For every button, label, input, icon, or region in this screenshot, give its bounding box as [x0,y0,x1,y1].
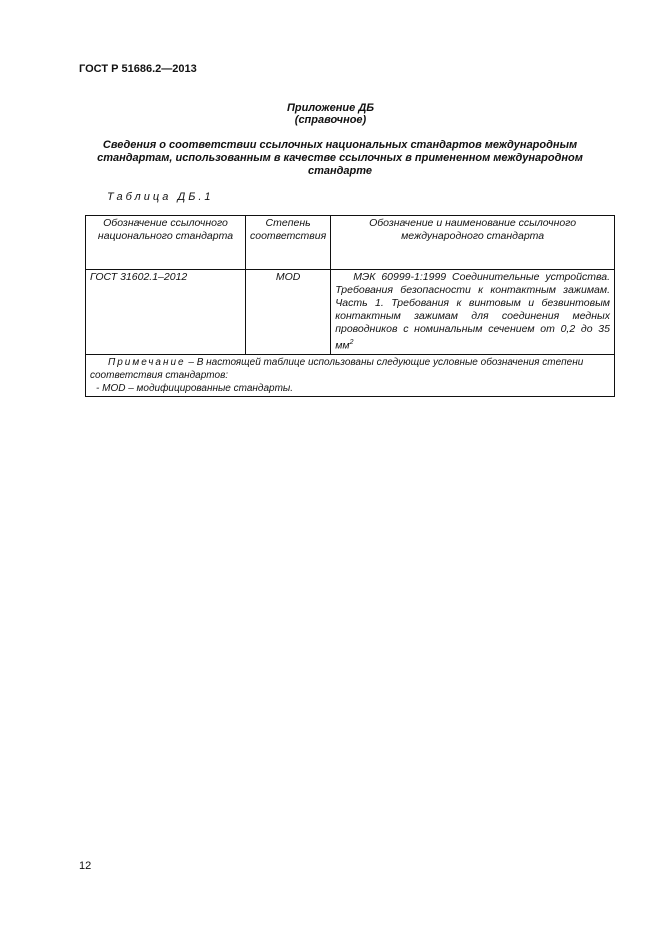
note-prefix: Примечание [108,356,186,368]
annex-subtitle: (справочное) [294,114,367,126]
table-label-text: Таблица ДБ.1 [107,191,214,203]
page-number: 12 [79,860,92,872]
header-international: Обозначение и наименование ссылочного международного стандарта [331,216,615,270]
table-label [107,191,214,203]
cell-international [331,270,615,355]
standards-table [85,215,615,397]
header-national: Обозначение ссылочного национального стандарта [86,216,246,270]
cell-international-text: МЭК 60999-1:1999 Соединительные устройства. Требования безопасности к контактным зажимам. Часть 1. Требования к винтовым и безвинтовым контактным зажимам для соединения медных проводников с номинальным сечением от 0,2 до 35 мм [335,271,610,352]
table-row [86,270,615,355]
superscript: 2 [349,339,354,346]
table-note-row [86,354,615,396]
note-item: - MOD – модифицированные стандарты. [96,382,294,394]
cell-national: ГОСТ 31602.1–2012 [86,270,246,355]
note-text: – В настоящей таблице использованы следующие условные обозначения степени соответствия стандартов: [90,356,584,381]
table-note [86,354,615,396]
table-header-row [86,216,615,270]
annex-heading: Сведения о соответствии ссылочных национальных стандартов международным стандартам, использованным в качестве ссылочных в примененном международном стандарте [97,139,583,177]
document-number: ГОСТ Р 51686.2—2013 [79,63,197,75]
cell-degree: MOD [246,270,331,355]
annex-title: Приложение ДБ [286,102,375,114]
header-degree: Степень соответствия [246,216,331,270]
